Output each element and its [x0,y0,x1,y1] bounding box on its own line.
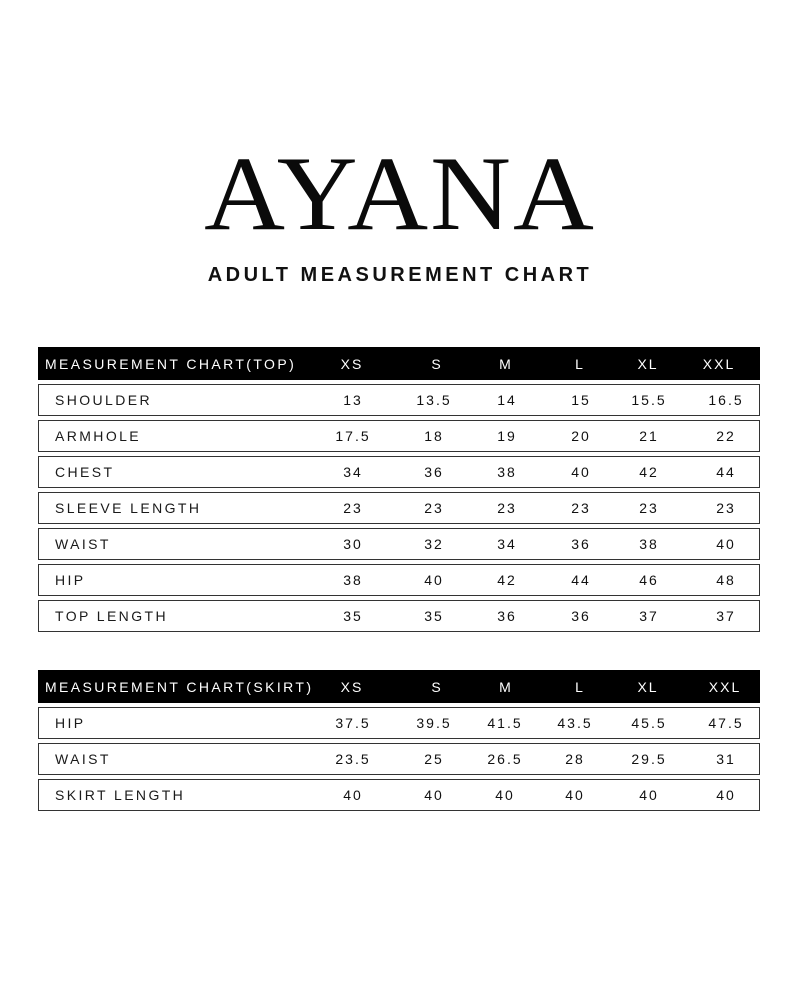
value-cell: 14 [497,392,517,408]
table-row [38,456,760,488]
value-cell: 46 [639,572,659,588]
top-measurement-chart [38,347,760,636]
value-cell: 45.5 [631,715,667,731]
table-row [38,384,760,416]
value-cell: 35 [343,608,363,624]
value-cell: 34 [497,536,517,552]
row-label: WAIST [55,536,111,552]
size-header-s: S [431,355,443,372]
value-cell: 32 [424,536,444,552]
table-row [38,528,760,560]
size-header-xxl: XXL [702,355,736,372]
value-cell: 38 [639,536,659,552]
value-cell: 20 [571,428,591,444]
value-cell: 23.5 [335,751,371,767]
size-header-m: M [499,355,513,372]
row-label: SHOULDER [55,392,152,408]
value-cell: 29.5 [631,751,667,767]
value-cell: 40 [343,787,363,803]
value-cell: 31 [716,751,736,767]
value-cell: 36 [571,608,591,624]
top-chart-header-row [38,347,760,380]
value-cell: 23 [639,500,659,516]
table-row [38,743,760,775]
value-cell: 44 [716,464,736,480]
value-cell: 44 [571,572,591,588]
row-label: SKIRT LENGTH [55,787,186,803]
value-cell: 38 [497,464,517,480]
value-cell: 40 [639,787,659,803]
value-cell: 40 [495,787,515,803]
value-cell: 25 [424,751,444,767]
table-row [38,779,760,811]
value-cell: 18 [424,428,444,444]
value-cell: 40 [716,787,736,803]
value-cell: 42 [639,464,659,480]
size-header-xl: XL [637,355,659,372]
value-cell: 23 [571,500,591,516]
value-cell: 43.5 [557,715,593,731]
brand-logo: AYANA [204,135,596,253]
value-cell: 38 [343,572,363,588]
value-cell: 37.5 [335,715,371,731]
value-cell: 13.5 [416,392,452,408]
value-cell: 15 [571,392,591,408]
value-cell: 13 [343,392,363,408]
table-row [38,420,760,452]
value-cell: 36 [424,464,444,480]
size-header-l: L [575,678,585,695]
value-cell: 36 [497,608,517,624]
skirt-chart-header-row [38,670,760,703]
row-label: HIP [55,715,86,731]
value-cell: 23 [424,500,444,516]
value-cell: 19 [497,428,517,444]
value-cell: 17.5 [335,428,371,444]
value-cell: 23 [716,500,736,516]
row-label: CHEST [55,464,115,480]
value-cell: 37 [716,608,736,624]
value-cell: 21 [639,428,659,444]
size-header-xl: XL [637,678,659,695]
value-cell: 36 [571,536,591,552]
size-header-xs: XS [340,678,364,695]
value-cell: 39.5 [416,715,452,731]
value-cell: 42 [497,572,517,588]
page-subtitle: ADULT MEASUREMENT CHART [207,264,593,286]
value-cell: 23 [497,500,517,516]
size-header-m: M [499,678,513,695]
value-cell: 40 [565,787,585,803]
value-cell: 41.5 [487,715,523,731]
value-cell: 16.5 [708,392,744,408]
value-cell: 15.5 [631,392,667,408]
value-cell: 40 [571,464,591,480]
row-label: TOP LENGTH [55,608,168,624]
table-row [38,707,760,739]
table-row [38,600,760,632]
row-label: ARMHOLE [55,428,142,444]
value-cell: 26.5 [487,751,523,767]
value-cell: 48 [716,572,736,588]
table-row [38,492,760,524]
value-cell: 34 [343,464,363,480]
value-cell: 23 [343,500,363,516]
size-header-l: L [575,355,585,372]
top-chart-title: MEASUREMENT CHART(TOP) [45,355,297,372]
skirt-measurement-chart [38,670,760,815]
skirt-chart-title: MEASUREMENT CHART(SKIRT) [45,678,314,695]
value-cell: 30 [343,536,363,552]
row-label: WAIST [55,751,111,767]
size-header-xxl: XXL [708,678,742,695]
size-header-xs: XS [340,355,364,372]
value-cell: 40 [716,536,736,552]
value-cell: 47.5 [708,715,744,731]
value-cell: 35 [424,608,444,624]
table-row [38,564,760,596]
value-cell: 37 [639,608,659,624]
value-cell: 22 [716,428,736,444]
row-label: HIP [55,572,86,588]
row-label: SLEEVE LENGTH [55,500,202,516]
size-header-s: S [431,678,443,695]
value-cell: 40 [424,787,444,803]
value-cell: 28 [565,751,585,767]
value-cell: 40 [424,572,444,588]
